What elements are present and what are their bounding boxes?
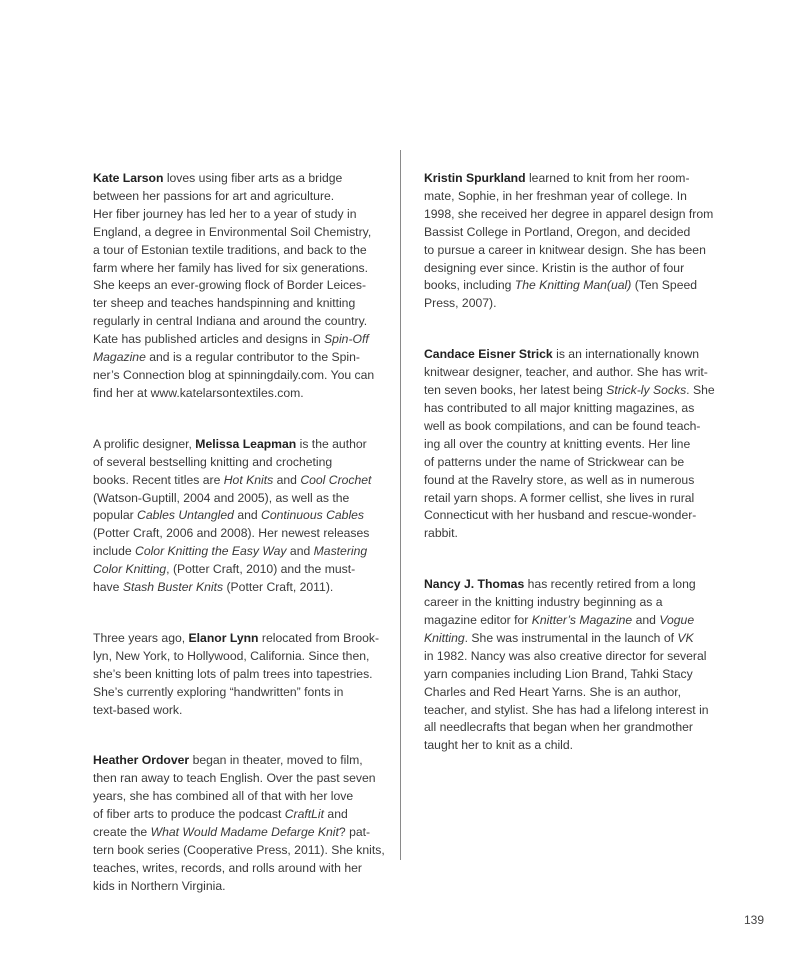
bio-text: and create the <box>93 807 348 840</box>
author-name: Melissa Leapman <box>195 436 297 451</box>
bio-text: and <box>273 472 301 487</box>
bio-text: and <box>286 544 314 559</box>
author-name: Kristin Spurkland <box>424 171 526 185</box>
bio-text: and <box>233 508 262 523</box>
bio-text: (Potter Craft, 2006 and 2008). Her newest releases include <box>93 526 370 559</box>
title-text: Vogue Knitting <box>424 613 695 645</box>
bio-text: Three years ago, <box>93 630 189 645</box>
bio-elanor-lynn <box>93 630 393 720</box>
bio-kristin-spurkland <box>424 170 724 313</box>
bio-melissa-leapman <box>93 436 393 597</box>
author-name: Candace Eisner Strick <box>424 347 553 362</box>
bio-candace-eisner-strick <box>424 346 724 543</box>
left-column <box>93 170 393 896</box>
bio-text: is the author of several bestselling knitting and crocheting books. Recent titles are <box>93 436 367 487</box>
title-text: Mastering Color Knitting <box>93 544 368 577</box>
bio-text: (Ten Speed Press, 2007). <box>424 278 698 311</box>
title-text: Color Knitting the Easy Way <box>135 544 287 559</box>
bio-text: and is a regular contributor to the Spin- ner’s Connection blog at spinningdaily.com. You can find her at www.katelarsontextiles.com. <box>93 350 375 400</box>
bio-text: relocated from Brook- lyn, New York, to Hollywood, California. Since then, she’s been knitting lots of palm trees into tapestries. She’s currently exploring “handwritten” fonts in text-based work. <box>93 630 380 717</box>
bio-text: , (Potter Craft, 2010) and the must- have <box>93 562 356 595</box>
author-name: Kate Larson <box>93 171 164 185</box>
author-name: Nancy J. Thomas <box>424 577 525 592</box>
title-text: Knitter’s Magazine <box>531 613 633 628</box>
bio-kate-larson <box>93 170 393 403</box>
title-text: Stash Buster Knits <box>122 580 224 595</box>
title-text: Hot Knits <box>223 472 274 487</box>
title-text: What Would Madame Defarge Knit <box>150 825 339 840</box>
right-column <box>424 170 724 755</box>
title-text: Continuous Cables <box>261 508 365 523</box>
bio-text: learned to knit from her room- mate, Sophie, in her freshman year of college. In 1998, she received her degree in apparel design from Bassist College in Portland, Oregon, and decided to pursue a career in knitwear design. She has been designing ever since. Kristin is the author of four books, including <box>424 171 714 293</box>
title-text: Spin-Off Magazine <box>93 332 369 365</box>
bio-heather-ordover <box>93 752 393 895</box>
bio-text: began in theater, moved to film, then ran away to teach English. Over the past seven years, she has combined all of that with her love of fiber arts to produce the podcast <box>93 753 376 822</box>
bio-text: loves using fiber arts as a bridge between her passions for art and agriculture. Her fiber journey has led her to a year of study in England, a degree in Environmental Soil Chemistry, a tour of Estonian textile traditions, and back to the farm where her family has lived for six generations. She keeps an ever-growing flock of Border Leices- ter sheep and teaches handspinning and knitting regularly in central Indiana and around the country. Kate has published articles and designs in <box>93 171 372 347</box>
bio-text: (Potter Craft, 2011). <box>223 580 334 595</box>
title-text: The Knitting Man(ual) <box>514 278 632 293</box>
bio-text: ? pat- tern book series (Cooperative Press, 2011). She knits, teaches, writes, records, and rolls around with her kids in Northern Virginia. <box>93 825 385 893</box>
page-number: 139 <box>743 913 764 927</box>
bio-nancy-j-thomas <box>424 576 724 755</box>
title-text: Cables Untangled <box>137 508 234 523</box>
bio-text: is an internationally known knitwear designer, teacher, and author. She has writ- ten seven books, her latest being <box>424 347 708 398</box>
bio-text: and <box>632 613 660 628</box>
author-name: Heather Ordover <box>93 753 190 768</box>
title-text: Strick-ly Socks <box>606 383 687 398</box>
bio-text: . She was instrumental in the launch of <box>464 630 678 645</box>
bio-text: . She has contributed to all major knitting magazines, as well as book compilations, and can be found teach- ing all over the country at knitting events. Her line of patterns under the name of Strickwear can be found at the Ravelry store, as well as in numerous retail yarn shops. A former cellist, she lives in rural Connecticut with her husband and rescue-wonder- rabbit. <box>424 383 715 541</box>
title-text: Cool Crochet <box>300 472 372 487</box>
bio-text: A prolific designer, <box>93 436 196 451</box>
column-divider <box>400 150 401 860</box>
bio-text: (Watson-Guptill, 2004 and 2005), as well as the popular <box>93 490 350 523</box>
author-name: Elanor Lynn <box>188 630 259 645</box>
title-text: VK <box>677 630 694 645</box>
bio-text: has recently retired from a long career in the knitting industry beginning as a magazine editor for <box>424 577 696 628</box>
title-text: CraftLit <box>284 807 325 822</box>
bio-text: in 1982. Nancy was also creative director for several yarn companies including Lion Brand, Tahki Stacy Charles and Red Heart Yarns. She is an author, teacher, and stylist. She has had a lifelong interest in all needlecrafts that began when her grandmother taught her to knit as a child. <box>424 648 709 753</box>
